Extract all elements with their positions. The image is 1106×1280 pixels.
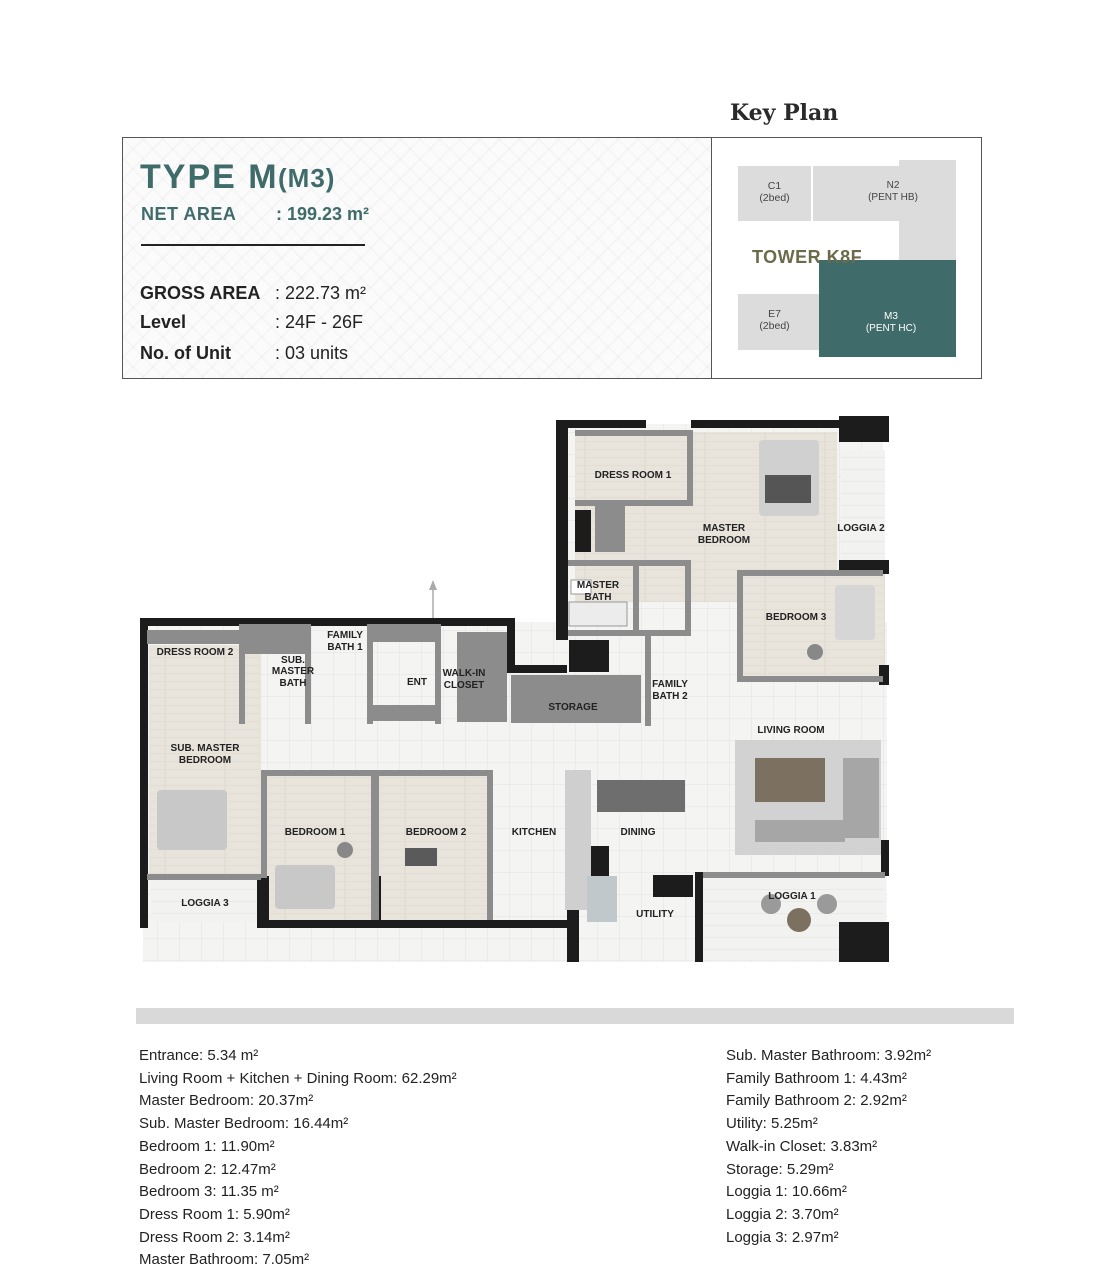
partition	[371, 770, 379, 920]
label-dress-room-2: DRESS ROOM 2	[156, 647, 234, 658]
wall	[507, 665, 567, 673]
area-item: Dress Room 1: 5.90m²	[139, 1205, 290, 1223]
wall	[691, 420, 841, 428]
key-plan-label-c1: C1 (2bed)	[759, 180, 790, 204]
bedroom-1-bed	[275, 865, 335, 909]
partition	[147, 874, 261, 880]
area-item: Family Bathroom 1: 4.43m²	[726, 1069, 907, 1087]
floor-loggia-2	[841, 450, 885, 560]
key-plan-block-n2-wing	[899, 160, 956, 260]
partition	[685, 560, 691, 636]
label-family-bath-1-a: FAMILY	[327, 630, 363, 641]
wall	[261, 876, 269, 924]
partition	[737, 570, 883, 576]
label-sub-master-bath-3: BATH	[279, 678, 307, 689]
wall	[507, 618, 515, 670]
wall	[839, 922, 889, 962]
label-family-bath-2-a: FAMILY	[652, 679, 688, 690]
area-item: Loggia 2: 3.70m²	[726, 1205, 839, 1223]
wall	[569, 640, 609, 672]
label-sub-master-bedroom-2: BEDROOM	[178, 755, 232, 766]
bedroom-3-bed	[835, 585, 875, 640]
bathtub	[569, 602, 627, 626]
area-item: Walk-in Closet: 3.83m²	[726, 1137, 878, 1155]
label-loggia-1: LOGGIA 1	[768, 891, 816, 902]
key-plan-label-m3: M3 (PENT HC)	[865, 311, 917, 334]
label-master-bedroom-1: MASTER	[702, 523, 746, 534]
partition	[379, 770, 489, 776]
unit-type-code: (M3)	[278, 163, 336, 193]
partition	[687, 430, 693, 506]
label-kitchen: KITCHEN	[511, 827, 557, 838]
label-walk-in-closet-1: WALK-IN	[442, 668, 486, 679]
label-sub-master-bath-1: SUB.	[281, 655, 305, 666]
floor-plan	[135, 410, 895, 970]
partition	[147, 630, 239, 644]
partition	[633, 560, 639, 634]
section-divider-bar	[136, 1008, 1014, 1024]
net-area-label: NET AREA	[141, 204, 237, 224]
key-plan-label-e7: E7 (2bed)	[759, 308, 790, 332]
area-item: Entrance: 5.34 m²	[139, 1047, 259, 1064]
loggia-chair	[817, 894, 837, 914]
label-family-bath-2-b: BATH 2	[652, 691, 688, 702]
wall	[140, 618, 148, 928]
area-item: Sub. Master Bathroom: 3.92m²	[726, 1047, 932, 1064]
label-walk-in-closet-2: CLOSET	[443, 680, 485, 691]
area-item: Sub. Master Bedroom: 16.44m²	[139, 1115, 349, 1133]
partition	[261, 770, 267, 878]
partition	[245, 624, 305, 654]
wall	[653, 875, 693, 897]
unit-count-label: No. of Unit	[140, 343, 231, 363]
area-item: Bedroom 3: 11.35 m²	[139, 1183, 279, 1201]
partition	[575, 430, 687, 436]
key-plan-title: Key Plan	[730, 100, 839, 126]
wall	[140, 618, 512, 626]
areas-right-list	[726, 1045, 931, 1249]
master-bed-throw	[765, 475, 811, 503]
unit-count-value: : 03 units	[275, 343, 349, 363]
level-label: Level	[140, 312, 187, 332]
partition	[575, 500, 687, 506]
partition	[487, 770, 493, 920]
area-item: Dress Room 2: 3.14m²	[139, 1228, 290, 1246]
wall	[140, 920, 148, 928]
label-dress-room-1: DRESS ROOM 1	[594, 470, 672, 481]
areas-left-list	[139, 1045, 457, 1272]
label-family-bath-1-b: BATH 1	[327, 642, 363, 653]
label-loggia-2: LOGGIA 2	[837, 523, 885, 534]
label-utility: UTILITY	[636, 909, 674, 920]
label-sub-master-bath-2: MASTER	[271, 666, 315, 677]
label-bedroom-2: BEDROOM 2	[405, 827, 467, 838]
sub-master-bed	[157, 790, 227, 850]
partition	[239, 624, 245, 724]
label-master-bath-2: BATH	[584, 592, 612, 603]
sofa-lower	[755, 820, 845, 842]
partition	[568, 560, 688, 566]
area-item: Bedroom 1: 11.90m²	[139, 1137, 275, 1155]
wall	[556, 420, 568, 640]
partition	[568, 630, 688, 636]
area-item: Family Bathroom 2: 2.92m²	[726, 1092, 907, 1110]
header-divider	[141, 244, 365, 246]
dining-table	[597, 780, 685, 812]
bedroom-3-chair	[807, 644, 823, 660]
gross-area-label: GROSS AREA	[140, 283, 261, 303]
level-value: : 24F - 26F	[275, 312, 364, 332]
label-ent: ENT	[407, 677, 427, 688]
key-plan-tower-label: TOWER K8F	[752, 247, 863, 267]
key-plan-block-m3-highlight	[819, 260, 956, 357]
partition	[595, 502, 625, 552]
entrance-arrow-icon	[429, 580, 437, 618]
partition	[373, 624, 435, 642]
partition	[367, 624, 373, 724]
loggia-table	[787, 908, 811, 932]
partition	[511, 675, 641, 723]
wall	[575, 510, 591, 552]
partition	[261, 770, 371, 776]
net-area-value: : 199.23 m²	[276, 204, 370, 224]
area-item: Loggia 1: 10.66m²	[726, 1183, 847, 1201]
label-loggia-3: LOGGIA 3	[181, 898, 229, 909]
bedroom-2-desk	[405, 848, 437, 866]
wall	[881, 840, 889, 876]
wall	[556, 420, 646, 428]
wall	[879, 416, 889, 436]
partition	[373, 705, 441, 721]
partition	[703, 872, 885, 878]
label-master-bedroom-2: BEDROOM	[697, 535, 751, 546]
partition	[737, 676, 883, 682]
bedroom-1-chair	[337, 842, 353, 858]
washer-dryer	[587, 876, 617, 922]
partition	[737, 570, 743, 682]
area-item: Utility: 5.25m²	[726, 1115, 818, 1133]
label-master-bath-1: MASTER	[576, 580, 620, 591]
label-bedroom-3: BEDROOM 3	[765, 612, 827, 623]
area-item: Master Bedroom: 20.37m²	[139, 1092, 314, 1110]
label-sub-master-bedroom-1: SUB. MASTER	[170, 743, 240, 754]
gross-area-value: : 222.73 m²	[275, 283, 367, 303]
coffee-table	[755, 758, 825, 802]
key-plan-label-n2: N2 (PENT HB)	[868, 180, 918, 203]
area-item: Living Room + Kitchen + Dining Room: 62.29m²	[139, 1069, 457, 1087]
label-bedroom-1: BEDROOM 1	[284, 827, 346, 838]
area-item: Storage: 5.29m²	[726, 1160, 834, 1178]
partition	[645, 636, 651, 726]
floor-bedroom-2	[379, 774, 489, 920]
unit-type-title: TYPE M	[140, 158, 279, 196]
area-item: Bedroom 2: 12.47m²	[139, 1160, 276, 1178]
label-storage: STORAGE	[548, 702, 598, 713]
wall	[259, 920, 571, 928]
label-dining: DINING	[620, 827, 656, 838]
wall	[695, 872, 703, 962]
sofa	[843, 758, 879, 838]
label-living-room: LIVING ROOM	[757, 725, 825, 736]
area-item: Loggia 3: 2.97m²	[726, 1228, 839, 1246]
area-item: Master Bathroom: 7.05m²	[139, 1251, 310, 1269]
